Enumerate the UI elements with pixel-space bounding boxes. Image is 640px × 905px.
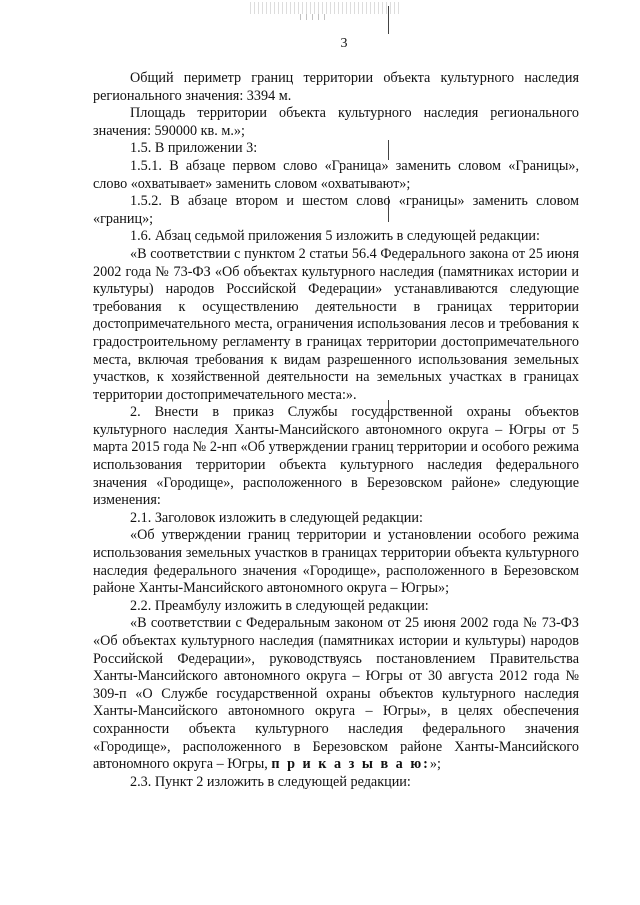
preamble-text: «В соответствии с Федеральным законом от 25 июня 2002 года № 73-ФЗ «Об объектах культурного наследия (памятниках истории и культуры) народов Российской Федерации», руководствуясь постановлением Правительства Ханты-Мансийского автономного округа – Югры от 30 августа 2012 года № 309-п «О Службе государственной охраны объектов культурного наследия Ханты-Мансийского автономного округа – Югры», в целях обеспечения сохранности объекта культурного наследия федерального значения «Городище», расположенного в Березовском районе Ханты-Мансийского автономного округа – Югры, bbox=[93, 615, 579, 773]
scan-artifact bbox=[250, 2, 400, 14]
margin-line bbox=[388, 6, 389, 34]
paragraph: Площадь территории объекта культурного наследия регионального значения: 590000 кв. м.»; bbox=[93, 105, 579, 139]
preamble-paragraph bbox=[93, 615, 579, 773]
paragraph: 1.5. В приложении 3: bbox=[130, 140, 258, 157]
paragraph: 1.5.2. В абзаце втором и шестом слово «границы» заменить словом «границ»; bbox=[93, 193, 579, 227]
paragraph: 2. Внести в приказ Службы государственной охраны объектов культурного наследия Ханты-Мансийского автономного округа – Югры от 5 марта 2015 года № 2-нп «Об утверждении границ территории и особого режима использования территории объекта культурного наследия федерального значения «Городище», расположенного в Березовском районе» следующие изменения: bbox=[93, 404, 579, 509]
page-number: 3 bbox=[340, 36, 348, 51]
paragraph: 2.3. Пункт 2 изложить в следующей редакции: bbox=[130, 773, 411, 790]
document-body bbox=[93, 70, 579, 791]
preamble-tail: »; bbox=[429, 756, 441, 773]
paragraph: 2.2. Преамбулу изложить в следующей редакции: bbox=[130, 597, 429, 614]
paragraph: 1.5.1. В абзаце первом слово «Граница» заменить словом «Границы», слово «охватывает» заменить словом «охватывают»; bbox=[93, 157, 579, 192]
paragraph: «В соответствии с пунктом 2 статьи 56.4 Федерального закона от 25 июня 2002 года № 73-ФЗ «Об объектах культурного наследия (памятниках истории и культуры) народов Российской Федерации» устанавливаются следующие требования к осуществлению деятельности в границах территории достопримечательного места, ограничения использования лесов и требования к градостроительному регламенту в границах территории достопримечательного места, включая требования к видам разрешенного использования земельных участков, к хозяйственной деятельности на земельных участках в границах территории достопримечательного места:». bbox=[93, 245, 579, 403]
order-word: п р и к а з ы в а ю: bbox=[271, 756, 430, 773]
scan-artifact bbox=[300, 14, 330, 20]
paragraph: 2.1. Заголовок изложить в следующей редакции: bbox=[130, 509, 423, 526]
paragraph: «Об утверждении границ территории и установлении особого режима использования земельных участков в границах территории объекта культурного наследия федерального значения «Городище», расположенного в Березовском районе Ханты-Мансийского автономного округа – Югры»; bbox=[93, 527, 579, 597]
paragraph: 1.6. Абзац седьмой приложения 5 изложить в следующей редакции: bbox=[130, 228, 540, 245]
paragraph: Общий периметр границ территории объекта культурного наследия регионального значения: 3394 м. bbox=[93, 70, 579, 104]
